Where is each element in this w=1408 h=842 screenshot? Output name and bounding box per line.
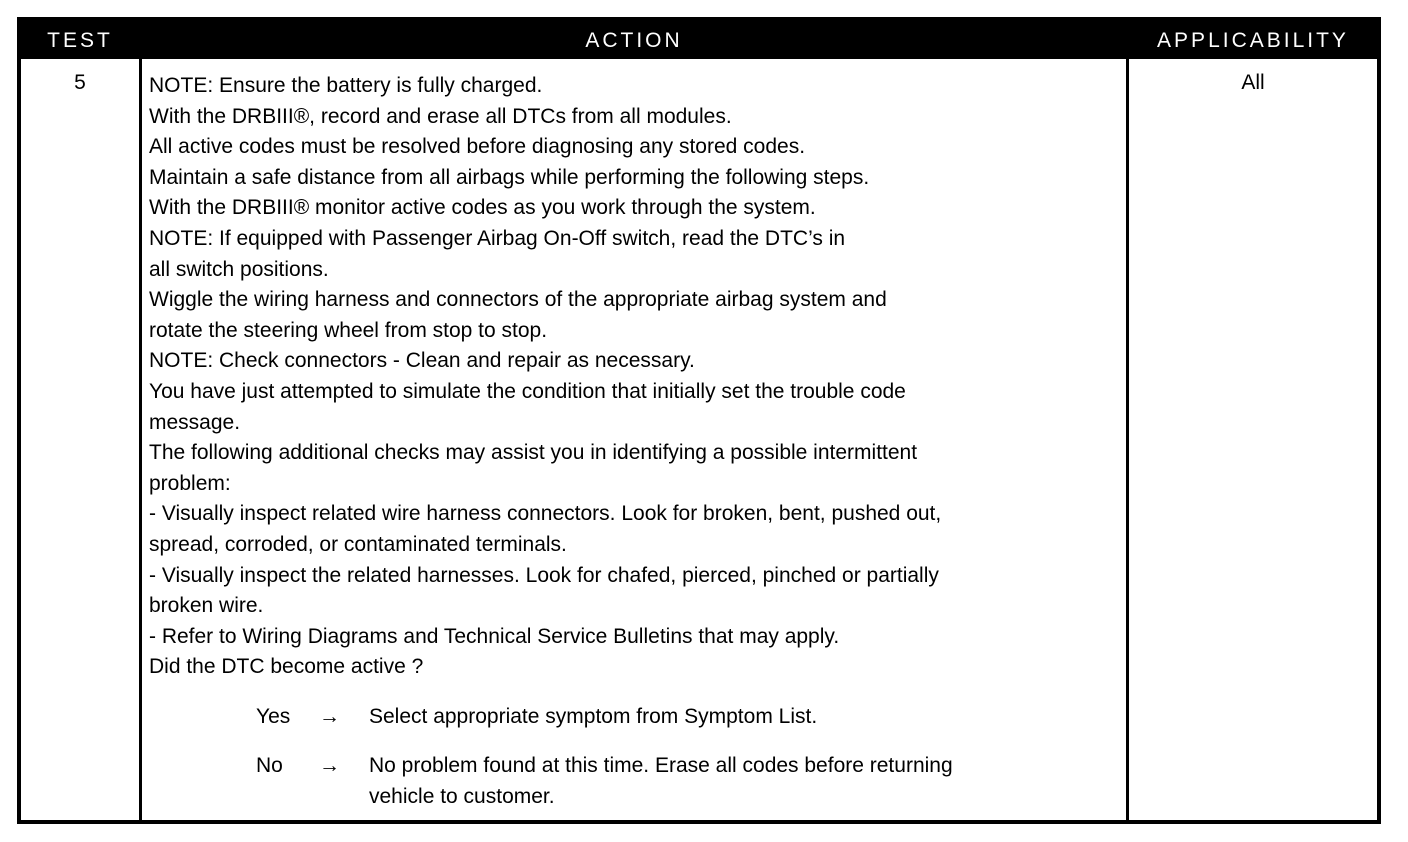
column-divider (139, 59, 142, 820)
action-line: Did the DTC become active ? (149, 655, 424, 679)
action-line: All active codes must be resolved before diagnosing any stored codes. (149, 135, 806, 159)
no-label: No (256, 754, 283, 778)
answer-no-continued (149, 782, 1121, 813)
header-applicability: APPLICABILITY (1157, 29, 1349, 52)
action-line: all switch positions. (149, 257, 329, 281)
action-line: Maintain a safe distance from all airbags while performing the following steps. (149, 165, 870, 189)
action-line: - Visually inspect related wire harness connectors. Look for broken, bent, pushed out, (149, 502, 942, 526)
action-line: message. (149, 410, 241, 434)
answer-yes (149, 702, 1121, 733)
no-text: No problem found at this time. Erase all codes before returning (369, 754, 953, 778)
header-action: ACTION (585, 29, 683, 52)
spacer (149, 683, 1121, 702)
action-line: NOTE: If equipped with Passenger Airbag On-Off switch, read the DTC’s in (149, 226, 846, 250)
arrow-icon: → (319, 754, 340, 778)
header-test: TEST (47, 29, 113, 52)
action-text (149, 71, 1121, 813)
arrow-icon: → (319, 704, 340, 728)
yes-text: Select appropriate symptom from Symptom List. (369, 704, 818, 728)
test-number: 5 (74, 71, 86, 94)
action-line: NOTE: Ensure the battery is fully charged. (149, 74, 543, 97)
action-line: You have just attempted to simulate the condition that initially set the trouble code (149, 379, 906, 403)
action-line: - Refer to Wiring Diagrams and Technical Service Bulletins that may apply. (149, 624, 840, 648)
no-text-continued: vehicle to customer. (369, 785, 555, 809)
applicability-value: All (1241, 71, 1265, 94)
column-divider (1126, 59, 1129, 820)
diagnostic-table (17, 17, 1381, 824)
action-line: problem: (149, 471, 231, 495)
action-line: Wiggle the wiring harness and connectors of the appropriate airbag system and (149, 288, 887, 312)
table-header (21, 21, 1377, 59)
action-line: The following additional checks may assist you in identifying a possible intermittent (149, 441, 918, 465)
yes-label: Yes (256, 704, 291, 728)
action-line: rotate the steering wheel from stop to stop. (149, 318, 548, 342)
action-line: With the DRBIII®, record and erase all DTCs from all modules. (149, 104, 732, 128)
action-line: - Visually inspect the related harnesses. Look for chafed, pierced, pinched or partially (149, 563, 939, 587)
answer-no (149, 751, 1121, 782)
action-line: With the DRBIII® monitor active codes as you work through the system. (149, 196, 816, 220)
action-line: NOTE: Check connectors - Clean and repair as necessary. (149, 349, 695, 373)
action-line: spread, corroded, or contaminated terminals. (149, 532, 567, 556)
action-line: broken wire. (149, 594, 264, 618)
spacer (149, 732, 1121, 751)
